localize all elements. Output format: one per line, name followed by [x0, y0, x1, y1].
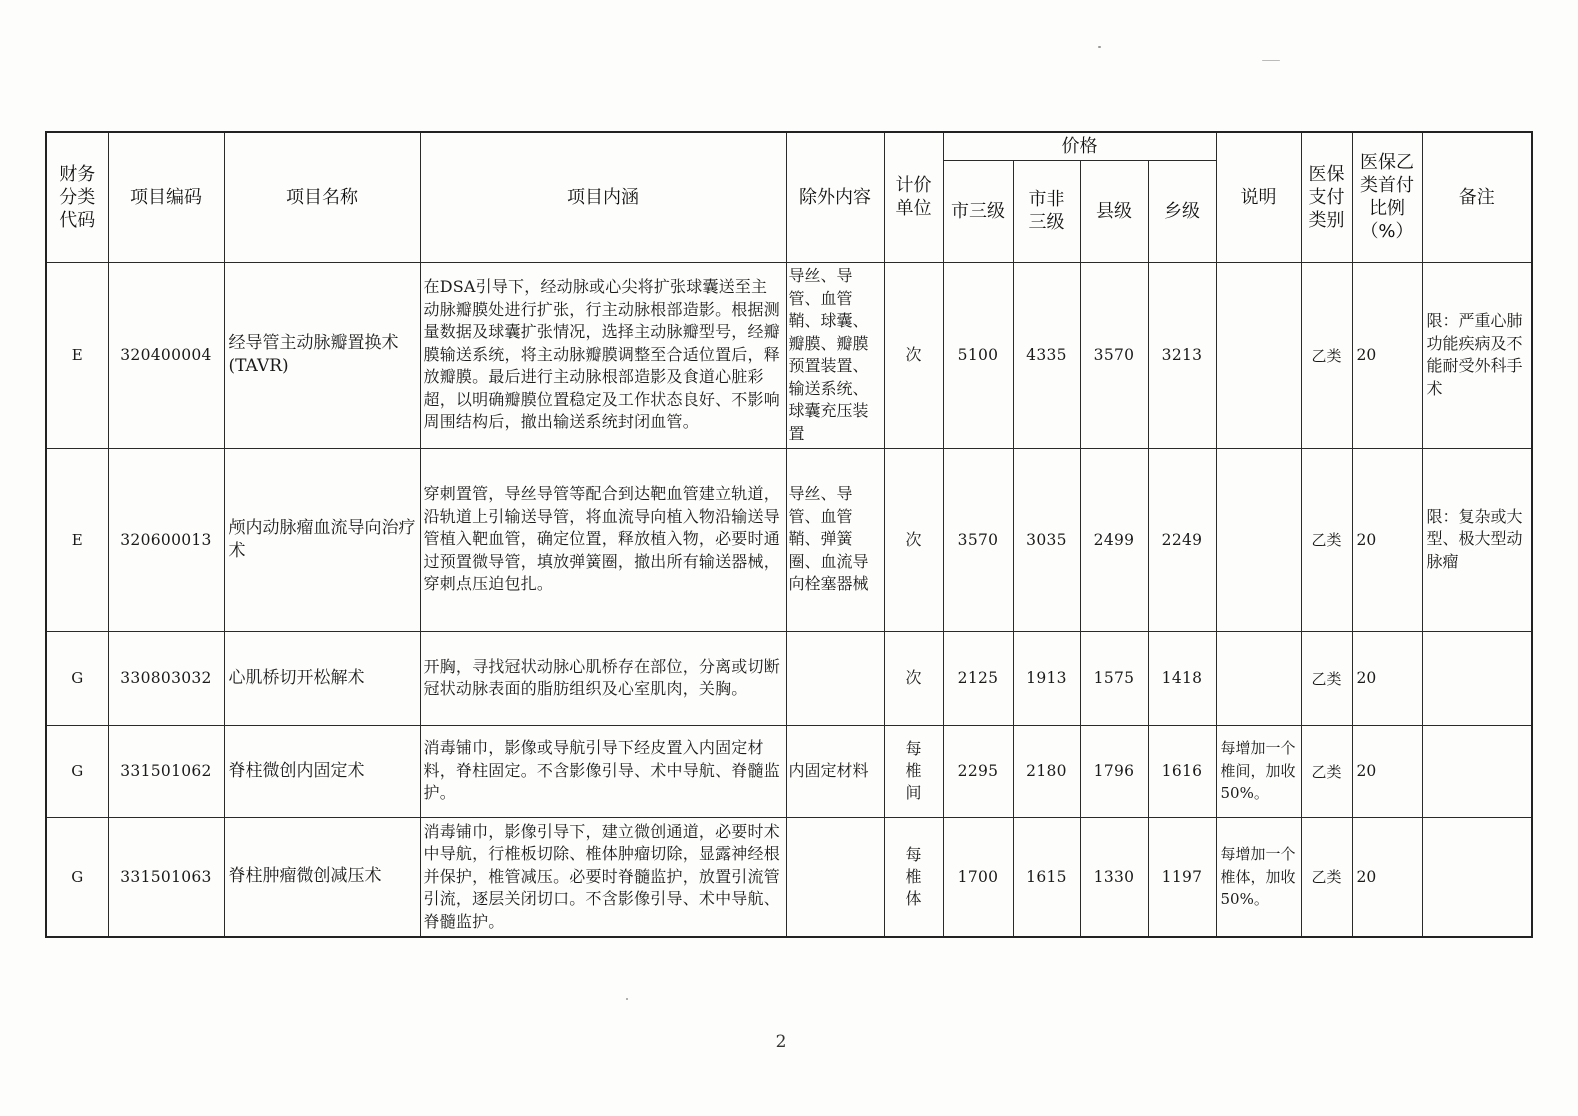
cell-item-name: 心肌桥切开松解术 — [224, 631, 420, 725]
cell-insurance-type: 乙类 — [1301, 817, 1352, 937]
header-insurance-type: 医保支付类别 — [1301, 132, 1352, 262]
cell-price-city3: 3570 — [943, 448, 1013, 631]
table-row — [46, 631, 1532, 725]
cell-item-code: 331501062 — [108, 725, 224, 817]
header-fin-code: 财务分类代码 — [46, 132, 108, 262]
table-row — [46, 817, 1532, 937]
header-first-pay-ratio: 医保乙类首付比例（%） — [1352, 132, 1422, 262]
cell-price-town: 1616 — [1148, 725, 1216, 817]
header-item-code: 项目编码 — [108, 132, 224, 262]
cell-item-content: 穿刺置管，导丝导管等配合到达靶血管建立轨道，沿轨道上引输送导管，将血流导向植入物沿输送导管植入靶血管，确定位置，释放植入物，必要时通过预置微导管，填放弹簧圈，撤出所有输送器械，穿刺点压迫包扎。 — [420, 448, 786, 631]
cell-price-county: 2499 — [1080, 448, 1148, 631]
cell-fin-code: E — [46, 448, 108, 631]
cell-first-pay-ratio: 20 — [1352, 631, 1422, 725]
cell-price-town: 1418 — [1148, 631, 1216, 725]
header-price-city3: 市三级 — [943, 160, 1013, 262]
cell-note — [1422, 631, 1532, 725]
cell-price-city-non3: 1615 — [1013, 817, 1080, 937]
cell-price-city3: 1700 — [943, 817, 1013, 937]
header-price-group: 价格 — [943, 132, 1216, 160]
cell-fin-code: G — [46, 631, 108, 725]
header-unit: 计价单位 — [884, 132, 943, 262]
cell-insurance-type: 乙类 — [1301, 725, 1352, 817]
cell-note: 限：严重心肺功能疾病及不能耐受外科手术 — [1422, 262, 1532, 448]
cell-remark — [1216, 448, 1301, 631]
cell-unit: 次 — [884, 631, 943, 725]
cell-price-city3: 2295 — [943, 725, 1013, 817]
cell-price-city-non3: 2180 — [1013, 725, 1080, 817]
cell-price-county: 1575 — [1080, 631, 1148, 725]
cell-item-name: 颅内动脉瘤血流导向治疗术 — [224, 448, 420, 631]
cell-item-code: 331501063 — [108, 817, 224, 937]
cell-excluded: 导丝、导管、血管鞘、弹簧圈、血流导向栓塞器械 — [786, 448, 884, 631]
cell-item-content: 消毒铺巾，影像引导下，建立微创通道，必要时术中导航，行椎板切除、椎体肿瘤切除，显露神经根并保护，椎管减压。必要时脊髓监护，放置引流管引流，逐层关闭切口。不含影像引导、术中导航、脊髓监护。 — [420, 817, 786, 937]
table-row — [46, 725, 1532, 817]
header-remark: 说明 — [1216, 132, 1301, 262]
table-row — [46, 448, 1532, 631]
scan-speck — [626, 998, 628, 1000]
cell-item-code: 320400004 — [108, 262, 224, 448]
table-row — [46, 262, 1532, 448]
cell-unit: 每椎间 — [884, 725, 943, 817]
cell-item-content: 在DSA引导下，经动脉或心尖将扩张球囊送至主动脉瓣膜处进行扩张，行主动脉根部造影。根据测量数据及球囊扩张情况，选择主动脉瓣型号，经瓣膜输送系统，将主动脉瓣膜调整至合适位置后，释放瓣膜。最后进行主动脉根部造影及食道心脏彩超，以明确瓣膜位置稳定及工作状态良好、不影响周围结构后，撤出输送系统封闭血管。 — [420, 262, 786, 448]
cell-price-county: 3570 — [1080, 262, 1148, 448]
cell-unit: 次 — [884, 448, 943, 631]
header-price-town: 乡级 — [1148, 160, 1216, 262]
cell-excluded: 内固定材料 — [786, 725, 884, 817]
cell-fin-code: E — [46, 262, 108, 448]
cell-item-code: 330803032 — [108, 631, 224, 725]
header-row-1 — [46, 132, 1532, 160]
cell-item-name: 经导管主动脉瓣置换术(TAVR) — [224, 262, 420, 448]
scan-speck — [1098, 46, 1101, 48]
cell-price-county: 1330 — [1080, 817, 1148, 937]
cell-first-pay-ratio: 20 — [1352, 725, 1422, 817]
cell-item-code: 320600013 — [108, 448, 224, 631]
cell-insurance-type: 乙类 — [1301, 262, 1352, 448]
cell-excluded — [786, 631, 884, 725]
cell-price-city3: 5100 — [943, 262, 1013, 448]
scan-speck — [1262, 60, 1280, 61]
cell-price-city-non3: 1913 — [1013, 631, 1080, 725]
cell-price-town: 1197 — [1148, 817, 1216, 937]
header-excluded: 除外内容 — [786, 132, 884, 262]
cell-item-content: 开胸，寻找冠状动脉心肌桥存在部位，分离或切断冠状动脉表面的脂肪组织及心室肌肉，关胸。 — [420, 631, 786, 725]
cell-price-city-non3: 3035 — [1013, 448, 1080, 631]
cell-remark — [1216, 262, 1301, 448]
cell-first-pay-ratio: 20 — [1352, 448, 1422, 631]
cell-insurance-type: 乙类 — [1301, 631, 1352, 725]
cell-first-pay-ratio: 20 — [1352, 817, 1422, 937]
header-price-city-non3: 市非三级 — [1013, 160, 1080, 262]
cell-note — [1422, 725, 1532, 817]
header-price-county: 县级 — [1080, 160, 1148, 262]
cell-remark: 每增加一个椎体，加收50%。 — [1216, 817, 1301, 937]
page-number: 2 — [775, 1032, 787, 1052]
cell-note: 限：复杂或大型、极大型动脉瘤 — [1422, 448, 1532, 631]
cell-price-town: 2249 — [1148, 448, 1216, 631]
price-table — [45, 131, 1533, 938]
cell-price-town: 3213 — [1148, 262, 1216, 448]
cell-excluded: 导丝、导管、血管鞘、球囊、瓣膜、瓣膜预置装置、输送系统、球囊充压装置 — [786, 262, 884, 448]
cell-price-city3: 2125 — [943, 631, 1013, 725]
cell-remark: 每增加一个椎间，加收50%。 — [1216, 725, 1301, 817]
cell-item-name: 脊柱肿瘤微创减压术 — [224, 817, 420, 937]
cell-price-county: 1796 — [1080, 725, 1148, 817]
header-item-name: 项目名称 — [224, 132, 420, 262]
cell-fin-code: G — [46, 725, 108, 817]
cell-item-name: 脊柱微创内固定术 — [224, 725, 420, 817]
header-note: 备注 — [1422, 132, 1532, 262]
cell-first-pay-ratio: 20 — [1352, 262, 1422, 448]
header-item-content: 项目内涵 — [420, 132, 786, 262]
cell-unit: 每椎体 — [884, 817, 943, 937]
cell-note — [1422, 817, 1532, 937]
cell-insurance-type: 乙类 — [1301, 448, 1352, 631]
cell-price-city-non3: 4335 — [1013, 262, 1080, 448]
cell-fin-code: G — [46, 817, 108, 937]
cell-remark — [1216, 631, 1301, 725]
cell-excluded — [786, 817, 884, 937]
cell-unit: 次 — [884, 262, 943, 448]
cell-item-content: 消毒铺巾，影像或导航引导下经皮置入内固定材料，脊柱固定。不含影像引导、术中导航、脊髓监护。 — [420, 725, 786, 817]
